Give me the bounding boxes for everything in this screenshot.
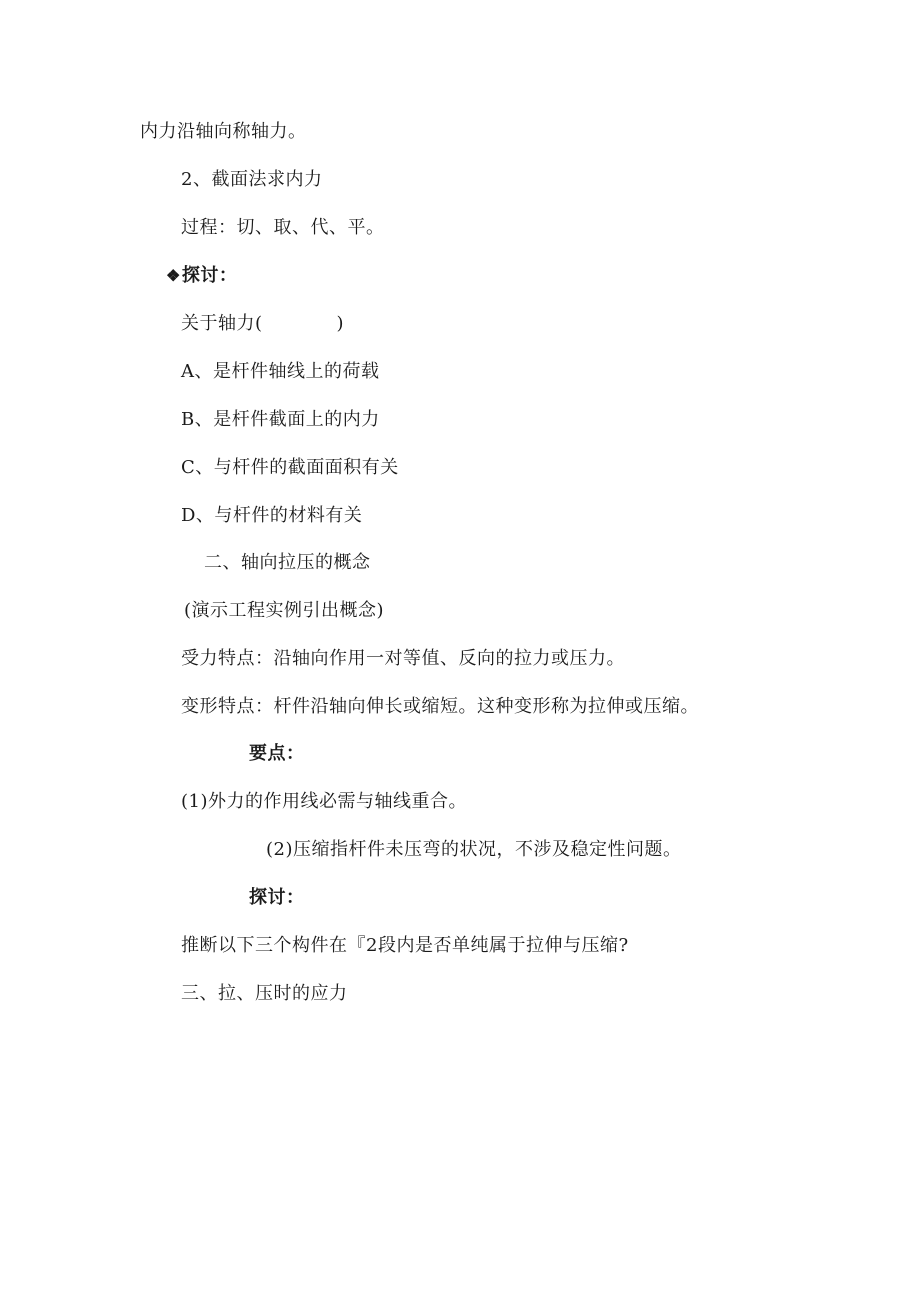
option-d: D、与杆件的材料有关: [181, 505, 363, 526]
key-points-heading: 要点：: [249, 743, 305, 764]
option-a: A、是杆件轴线上的荷载: [181, 361, 380, 382]
discussion-heading-1: [166, 264, 237, 288]
key-point-2: (2)压缩指杆件未压弯的状况，不涉及稳定性问题。: [266, 839, 682, 860]
paragraph-judge-question: 推断以下三个构件在『2段内是否单纯属于拉伸与压缩?: [181, 935, 629, 956]
heading-section-method: 2、截面法求内力: [181, 169, 323, 190]
paragraph-deformation-feature: 变形特点：杆件沿轴向伸长或缩短。这种变形称为拉伸或压缩。: [181, 696, 699, 717]
discussion-label: 探讨：: [181, 265, 238, 286]
key-point-1: (1)外力的作用线必需与轴线重合。: [181, 791, 467, 812]
diamond-bullet-icon: ❖: [166, 266, 181, 285]
section-heading-stress: 三、拉、压时的应力: [181, 983, 348, 1004]
section-heading-axial-tension-compression: 二、轴向拉压的概念: [204, 552, 371, 573]
option-c: C、与杆件的截面面积有关: [181, 457, 399, 478]
paragraph-demo-note: (演示工程实例引出概念): [184, 600, 385, 621]
discussion-heading-2: 探讨：: [249, 887, 305, 908]
paragraph-process: 过程：切、取、代、平。: [181, 217, 385, 238]
paragraph-force-feature: 受力特点：沿轴向作用一对等值、反向的拉力或压力。: [181, 648, 625, 669]
paragraph-axial-force-definition: 内力沿轴向称轴力。: [140, 121, 307, 142]
question-axial-force: 关于轴力( ): [181, 313, 345, 334]
option-b: B、是杆件截面上的内力: [181, 409, 380, 430]
